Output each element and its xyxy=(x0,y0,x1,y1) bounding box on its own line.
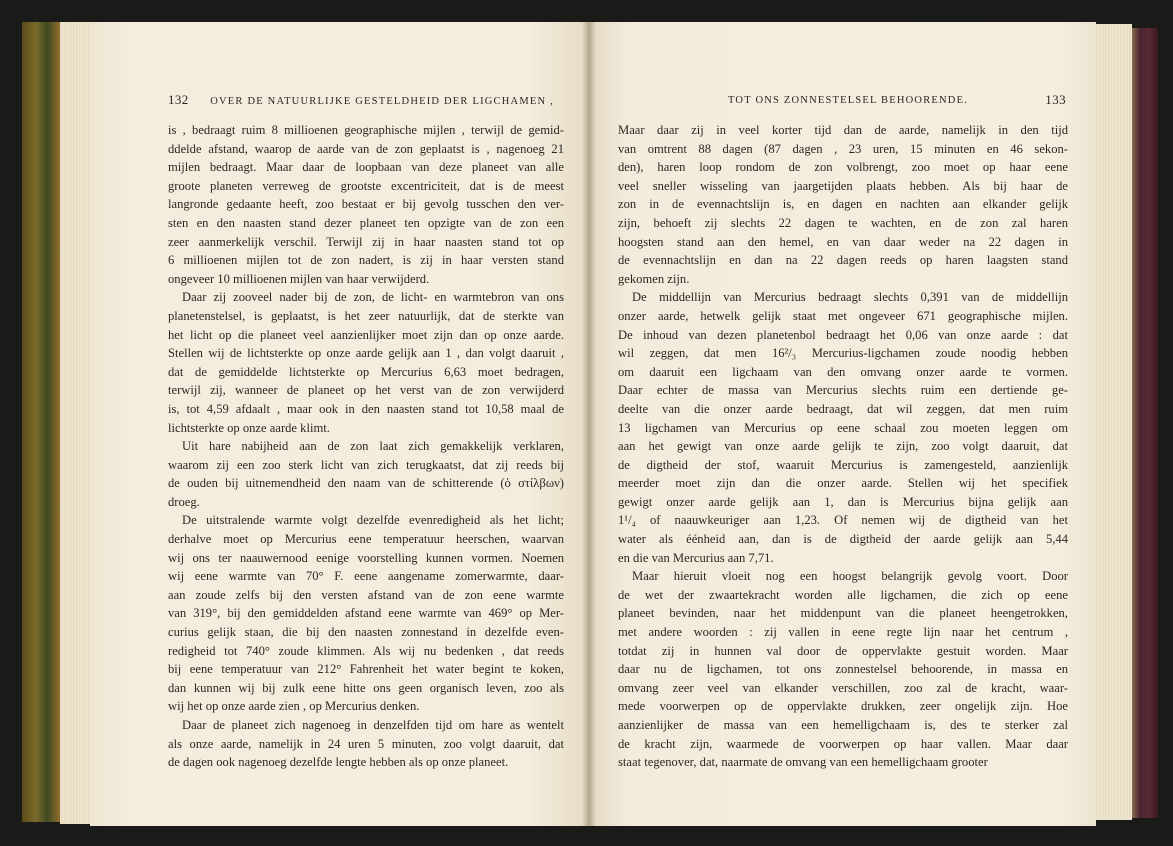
text-line: derhalve moet op Mercurius eene temperatuur heerschen, waarvan xyxy=(168,532,564,547)
text-line: den), haren loop rondom de zon volbrengt, zoo moet op haar eene xyxy=(618,160,1068,175)
text-line: 6 millioenen mijlen tot de zon nadert, is zij in haar versten stand xyxy=(168,253,564,268)
text-line: van omtrent 88 dagen (87 dagen , 23 uren, 15 minuten en 46 sekon- xyxy=(618,141,1068,156)
text-line: planeet bevinden, naar het middenpunt van die planeet heengetrokken, xyxy=(618,606,1068,621)
right-page-number: 133 xyxy=(1045,92,1066,107)
text-line: de ouden bij uitnemendheid den naam van de schitterende (ὁ στίλβων) xyxy=(168,476,564,491)
text-line: terwijl zij, wanneer de planeet op het verst van de zon verwijderd xyxy=(168,383,564,398)
text-line: veel sneller wisseling van jaargetijden plaats hebben. Als bij haar de xyxy=(618,178,1068,193)
page-edges-right xyxy=(1092,24,1132,820)
left-page-header xyxy=(168,92,554,108)
text-line: de kracht zijn, waarmede de voorwerpen op haar vallen. Maar daar xyxy=(618,736,1068,751)
text-line: zon in de evennachtslijn is, en dagen en nachten aan elkander gelijk xyxy=(618,197,1068,212)
text-line: met andere woorden : zij vallen in eene regte lijn naar het centrum , xyxy=(618,625,1068,640)
text-line: totdat zij in hunnen val door de oppervlakte gestuit worden. Maar xyxy=(618,643,1068,658)
text-line: De middellijn van Mercurius bedraagt slechts 0,391 van de middellijn xyxy=(632,290,1068,305)
text-line: wij eene warmte van 70° F. eene aangename zomerwarmte, daar- xyxy=(168,569,564,584)
text-line: langronde gedaante heeft, zoo bestaat er bij gevolg tusschen den ver- xyxy=(168,197,564,212)
text-line: De uitstralende warmte volgt dezelfde evenredigheid als het licht; xyxy=(182,513,564,528)
text-line: lichtsterkte op onze aarde klimt. xyxy=(168,420,330,435)
right-page xyxy=(588,22,1096,826)
text-line: gewigt onzer aarde gelijk aan 1, dan is Mercurius bijna gelijk aan xyxy=(618,494,1068,509)
text-line: mijlen bedraagt. Maar daar de loopbaan van deze planeet van alle xyxy=(168,160,564,175)
text-line: 13 ligchamen van Mercurius op eene schaal zou moeten leggen om xyxy=(618,420,1068,435)
text-line: wij ons ter naauwernood eenige voorstelling kunnen vormen. Noemen xyxy=(168,550,564,565)
text-line: de evennachtslijn en dan na 22 dagen reeds op haren laagsten stand xyxy=(618,253,1068,268)
text-line: Daar de planeet zich nagenoeg in denzelfden tijd om hare as wentelt xyxy=(182,718,564,732)
right-page-body xyxy=(618,121,1068,772)
text-line: planetenstelsel, is geplaatst, is het zeer natuurlijk, dat de sterkte van xyxy=(168,308,564,323)
text-line: De inhoud van dezen planetenbol bedraagt het 0,06 van onze aarde : dat xyxy=(618,327,1068,342)
text-line: Daar echter de massa van Mercurius slechts ruim een dertiende ge- xyxy=(618,383,1068,398)
text-line: daar nu de ligchamen, tot ons zonnestelsel behoorende, in massa en xyxy=(618,662,1068,677)
text-line: water als éénheid aan, dan is de digtheid der aarde gelijk aan 5,44 xyxy=(618,532,1068,547)
text-line: curius gelijk staan, die bij den naasten zonnestand in dezelfde even- xyxy=(168,625,564,640)
book-cover-right xyxy=(1128,28,1158,818)
left-page xyxy=(90,22,588,826)
text-line: omvang zeer veel van elkander verschillen, zoo zal de kracht, waar- xyxy=(618,680,1068,695)
text-line: ddelde afstand, waarop de aarde van de zon geplaatst is , nagenoeg 21 xyxy=(168,141,564,156)
left-page-number: 132 xyxy=(168,92,189,107)
text-line: zijn, behoeft zij slechts 22 dagen te wachten, en de zon zal haren xyxy=(618,215,1068,230)
text-line: de wet der zwaartekracht worden alle ligchamen, die zich op eene xyxy=(618,587,1068,602)
text-line: groote planeten verreweg de grootste excentriciteit, dat is de meest xyxy=(168,178,564,193)
text-line: 1¹/₄ of naauwkeuriger aan 1,23. Of nemen wij de digtheid van het xyxy=(618,513,1068,528)
text-line: waarom zij een zoo sterk licht van zich terugkaatst, dat zij reeds bij xyxy=(168,457,564,472)
text-line: Stellen wij de lichtsterkte op onze aarde gelijk aan 1 , dan volgt daaruit , xyxy=(168,346,564,361)
text-line: sten en den naasten stand dezer planeet ten opzigte van de zon een xyxy=(168,215,564,230)
book-gutter xyxy=(582,22,596,826)
text-line: ongeveer 10 millioenen mijlen van haar verwijderd. xyxy=(168,271,430,286)
text-line: dan kunnen wij bij zulk eene hitte ons geen organisch leven, zoo als xyxy=(168,680,564,695)
text-line: wij het op onze aarde zien , op Mercurius denken. xyxy=(168,699,420,714)
text-line: is , bedraagt ruim 8 millioenen geographische mijlen , terwijl de gemid- xyxy=(168,123,564,137)
text-line: onzer aarde, hetwelk gelijk staat met ongeveer 671 geographische mijlen. xyxy=(618,308,1068,323)
text-line: redigheid tot 740° zoude klimmen. Als wij nu bedenken , dat reeds xyxy=(168,643,564,658)
right-page-header xyxy=(728,92,1066,107)
text-line: Maar hieruit vloeit nog een hoogst belangrijk gevolg voort. Door xyxy=(632,569,1068,584)
left-running-title: OVER DE NATUURLIJKE GESTELDHEID DER LIGCHAMEN , xyxy=(210,96,554,107)
text-line: wil zeggen, dat men 16²/₃ Mercurius-ligchamen zoude noodig hebben xyxy=(618,346,1068,361)
text-line: deelte van die onzer aarde bedraagt, dat wil zeggen, dat men ruim xyxy=(618,401,1068,416)
text-line: staat tegenover, dat, naarmate de omvang van een hemelligchaam grooter xyxy=(618,755,988,770)
text-line: de dagen ook nagenoeg dezelfde lengte hebben als op onze planeet. xyxy=(168,755,509,770)
text-line: Uit hare nabijheid aan de zon laat zich gemakkelijk verklaren, xyxy=(182,439,564,454)
text-line: van 319°, bij den gemiddelden afstand eene warmte van 469° op Mer- xyxy=(168,606,564,621)
text-line: het licht op die planeet veel aanzienlijker moet zijn dan op onze aarde. xyxy=(168,327,564,342)
text-line: aan het gewigt van onze aarde gelijk te zijn, zoo volgt daaruit, dat xyxy=(618,439,1068,454)
text-line: meerder moet zijn dan die onzer aarde. Stellen wij het specifiek xyxy=(618,476,1068,491)
text-line: dat de gemiddelde lichtsterkte op Mercurius 6,63 moet bedragen, xyxy=(168,364,564,379)
text-line: zeer aanmerkelijk verschil. Terwijl zij in haar naasten stand tot op xyxy=(168,234,564,249)
text-line: gekomen zijn. xyxy=(618,271,690,286)
left-page-body xyxy=(168,121,564,772)
text-line: droeg. xyxy=(168,494,200,509)
text-line: de digtheid der stof, waaruit Mercurius is zamengesteld, aanzienlijk xyxy=(618,457,1068,472)
text-line: mede voorwerpen op de oppervlakte drukken, zeer ongelijk zijn. Hoe xyxy=(618,699,1068,714)
text-line: Maar daar zij in veel korter tijd dan de aarde, namelijk in den tijd xyxy=(618,123,1068,137)
text-line: bij eene temperatuur van 212° Fahrenheit het water begint te koken, xyxy=(168,662,564,677)
text-line: aanzienlijker de massa van een hemelligchaam is, des te sterker zal xyxy=(618,718,1068,732)
text-line: is, tot 4,59 afdaalt , maar ook in den naasten stand tot 10,58 maal de xyxy=(168,401,564,416)
page-edges-left xyxy=(60,22,94,824)
text-line: Daar zij zooveel nader bij de zon, de licht- en warmtebron van ons xyxy=(182,290,564,305)
text-line: als onze aarde, namelijk in 24 uren 5 minuten, zoo volgt daaruit, dat xyxy=(168,736,564,751)
right-running-title: TOT ONS ZONNESTELSEL BEHOORENDE. xyxy=(728,95,969,106)
text-line: en die van Mercurius aan 7,71. xyxy=(618,550,774,565)
text-line: aan zoude zelfs bij den versten afstand van de zon eene warmte xyxy=(168,587,564,602)
text-line: hoogsten stand aan den hemel, en van daar weder na 22 dagen in xyxy=(618,234,1068,249)
text-line: om daaruit een ligchaam van den omvang onzer aarde te vormen. xyxy=(618,364,1068,379)
